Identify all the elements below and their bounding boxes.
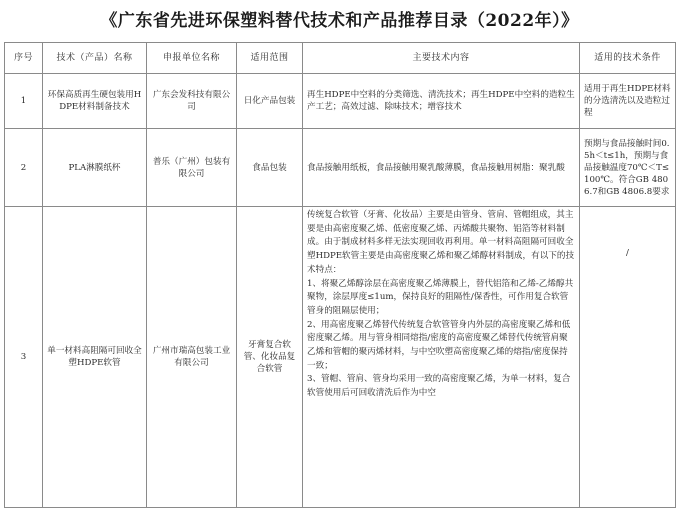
cell-unit: 普乐（广州）包装有限公司 [147, 129, 237, 207]
content-point-3: 3、管帽、管肩、管身均采用一致的高密度聚乙烯，为单一材料，复合软管使用后可回收清洗后作为中空 [307, 374, 571, 399]
table-row [5, 129, 676, 207]
cell-unit: 广州市瑞高包装工业有限公司 [147, 207, 237, 508]
catalog-table [4, 42, 676, 508]
cell-no: 3 [5, 207, 43, 508]
document-title: 《广东省先进环保塑料替代技术和产品推荐目录（2022年）》 [100, 11, 579, 31]
condition-text: 预期与食品接触时间0.5h＜t≤1h，预期与食品接触温度70℃＜T≤100℃。符合GB 4806.7和GB 4806.8要求 [584, 138, 670, 197]
cell-name: 单一材料高阻隔可回收全塑HDPE软管 [43, 207, 147, 508]
content-point-1: 1、将聚乙烯醇涂层在高密度聚乙烯薄膜上，替代铝箔和乙烯-乙烯醇共聚物，涂层厚度≤1um，保持良好的阻隔性/保香性，可作用复合软管管身的阻隔层使用； [307, 278, 574, 316]
cell-scope: 牙膏复合软管、化妆品复合软管 [237, 207, 303, 508]
cell-condition: 适用于再生HDPE材料的分选清洗以及造粒过程 [580, 74, 676, 129]
cell-content: 再生HDPE中空料的分类筛选、清洗技术；再生HDPE中空料的造粒生产工艺；高效过滤、除味技术；增容技术 [303, 74, 580, 129]
cell-no: 2 [5, 129, 43, 207]
header-scope: 适用范围 [237, 43, 303, 74]
cell-unit: 广东会发科技有限公司 [147, 74, 237, 129]
header-unit: 申报单位名称 [147, 43, 237, 74]
table-row [5, 207, 676, 508]
cell-name: PLA淋膜纸杯 [43, 129, 147, 207]
header-name: 技术（产品）名称 [43, 43, 147, 74]
content-paragraph-intro: 传统复合软管（牙膏、化妆品）主要是由管身、管肩、管帽组成，其主要是由高密度聚乙烯、低密度聚乙烯、丙烯酸共聚物、铝箔等材料制成。由于制成材料多样无法实现回收再利用。单一材料高阻隔可回收全塑HDPE软管主要是由高密度聚乙烯和聚乙烯醇材料制成，有以下的技术特点： [307, 210, 575, 275]
cell-condition: / [580, 207, 676, 508]
header-no: 序号 [5, 43, 43, 74]
cell-no: 1 [5, 74, 43, 129]
cell-condition [580, 129, 676, 207]
cell-scope: 日化产品包装 [237, 74, 303, 129]
header-condition: 适用的技术条件 [580, 43, 676, 74]
cell-content: 食品接触用纸板，食品接触用聚乳酸薄膜，食品接触用树脂：聚乳酸 [303, 129, 580, 207]
header-content: 主要技术内容 [303, 43, 580, 74]
table-header-row [5, 43, 676, 74]
content-point-2: 2、用高密度聚乙烯替代传统复合软管管身内外层的高密度聚乙烯和低密度聚乙烯。用与管身相同熔指/密度的高密度聚乙烯替代传统管肩聚乙烯和管帽的聚丙烯材料，与中空吹塑高密度聚乙烯的熔指/密度保持一致； [307, 319, 571, 371]
cell-name: 环保高质再生硬包装用HDPE材料制备技术 [43, 74, 147, 129]
cell-scope: 食品包装 [237, 129, 303, 207]
table-row [5, 74, 676, 129]
cell-content [303, 207, 580, 508]
